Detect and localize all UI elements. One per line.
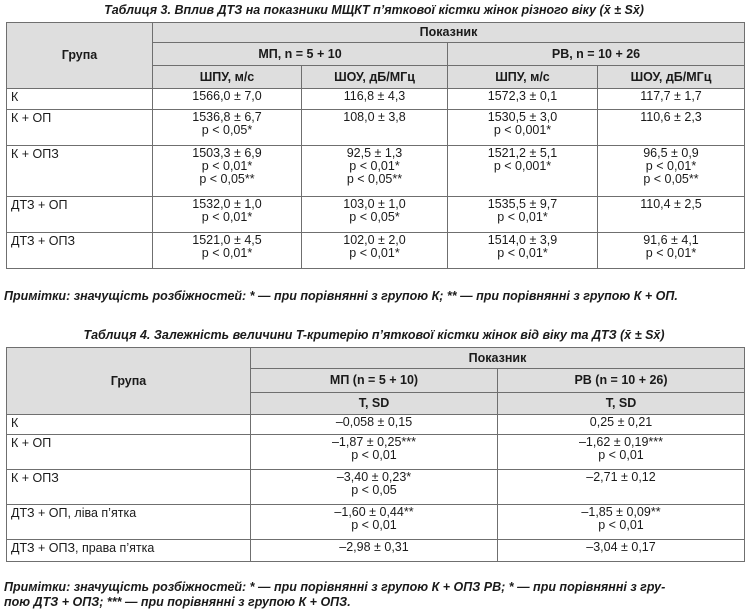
value-cell	[153, 233, 302, 269]
value-line: p < 0,01*	[645, 246, 697, 260]
value-cell	[153, 146, 302, 197]
value-line: p < 0,01*	[349, 246, 400, 260]
value-line: p < 0,001*	[493, 159, 552, 173]
value-line: –2,98 ± 0,31	[339, 540, 409, 554]
value-line: p < 0,05**	[643, 172, 699, 186]
value-line: p < 0,01*	[201, 210, 253, 224]
value-cell	[498, 540, 745, 562]
group-cell: К + ОПЗ	[7, 146, 153, 197]
value-line: –1,60 ± 0,44**	[334, 505, 414, 519]
value-line: –1,85 ± 0,09**	[581, 505, 661, 519]
value-line: p < 0,001*	[493, 123, 552, 137]
value-line: p < 0,01	[598, 448, 644, 462]
value-cell	[302, 89, 448, 110]
group-header: Група	[7, 348, 251, 415]
value-cell	[448, 233, 598, 269]
value-line: 91,6 ± 4,1	[643, 233, 699, 247]
value-line: p < 0,01*	[201, 159, 253, 173]
value-line: 1532,0 ± 1,0	[192, 197, 262, 211]
value-line: p < 0,05	[351, 483, 397, 497]
value-cell	[302, 146, 448, 197]
value-cell	[598, 89, 745, 110]
value-line: p < 0,01*	[645, 159, 697, 173]
value-line: 1521,2 ± 5,1	[487, 146, 558, 160]
value-line: p < 0,01*	[497, 246, 548, 260]
value-cell	[153, 89, 302, 110]
value-cell	[598, 233, 745, 269]
table3-caption: Таблиця 3. Вплив ДТЗ на показники МЩКТ п’яткової кістки жінок різного віку (x̄ ± Sx̄)	[104, 3, 644, 17]
table-row	[7, 89, 745, 110]
value-line: p < 0,01*	[201, 246, 253, 260]
value-cell	[598, 197, 745, 233]
table3-note: Примітки: значущість розбіжностей: * — при порівнянні з групою К; ** — при порівнянні з групою К + ОП.	[4, 289, 678, 303]
value-line: –3,40 ± 0,23*	[336, 470, 412, 484]
value-cell	[498, 470, 745, 505]
value-line: 117,7 ± 1,7	[640, 89, 702, 103]
value-cell	[448, 89, 598, 110]
group-cell: ДТЗ + ОП	[7, 197, 153, 233]
value-cell	[498, 415, 745, 435]
table4-body	[7, 415, 745, 562]
value-line: p < 0,05*	[201, 123, 253, 137]
value-cell	[251, 470, 498, 505]
value-line: 102,0 ± 2,0	[343, 233, 406, 247]
value-line: p < 0,01	[598, 518, 644, 532]
subgroup-header-mp: МП, n = 5 + 10	[153, 43, 448, 66]
table-row	[7, 197, 745, 233]
group-cell: ДТЗ + ОПЗ, права п’ятка	[7, 540, 251, 562]
table-row	[7, 146, 745, 197]
value-line: 96,5 ± 0,9	[643, 146, 699, 160]
subgroup-header-rv: РВ (n = 10 + 26)	[498, 369, 745, 393]
group-cell: К + ОПЗ	[7, 470, 251, 505]
value-line: 108,0 ± 3,8	[343, 110, 406, 124]
value-cell	[302, 197, 448, 233]
subgroup-header-mp: МП (n = 5 + 10)	[251, 369, 498, 393]
column-header: T, SD	[251, 393, 498, 415]
table4-note-line2: пою ДТЗ + ОПЗ; *** — при порівнянні з групою К + ОПЗ.	[4, 595, 351, 609]
subgroup-header-rv: РВ, n = 10 + 26	[448, 43, 745, 66]
value-line: 103,0 ± 1,0	[343, 197, 406, 211]
table-row	[7, 435, 745, 470]
value-cell	[251, 415, 498, 435]
value-line: 1536,8 ± 6,7	[192, 110, 262, 124]
value-line: 1503,3 ± 6,9	[192, 146, 262, 160]
value-line: p < 0,01*	[349, 159, 400, 173]
value-line: p < 0,01	[351, 448, 397, 462]
value-line: p < 0,05**	[199, 172, 255, 186]
group-cell: К + ОП	[7, 110, 153, 146]
value-cell	[598, 146, 745, 197]
column-header: T, SD	[498, 393, 745, 415]
table4-caption: Таблиця 4. Залежність величини T-критерію п’яткової кістки жінок від віку та ДТЗ (x̄ ± Sx̄)	[83, 328, 665, 342]
table4	[6, 347, 745, 562]
table-row	[7, 505, 745, 540]
table-row	[7, 110, 745, 146]
group-header: Група	[7, 23, 153, 89]
table3	[6, 22, 745, 269]
table3-body	[7, 89, 745, 269]
value-line: –3,04 ± 0,17	[586, 540, 656, 554]
value-cell	[598, 110, 745, 146]
value-line: 92,5 ± 1,3	[346, 146, 403, 160]
value-cell	[448, 197, 598, 233]
value-line: 1566,0 ± 7,0	[192, 89, 262, 103]
value-line: 116,8 ± 4,3	[343, 89, 406, 103]
group-cell: К	[7, 415, 251, 435]
value-line: –1,87 ± 0,25***	[331, 435, 416, 449]
value-cell	[251, 435, 498, 470]
column-header: ШОУ, дБ/МГц	[598, 66, 745, 89]
table-row	[7, 540, 745, 562]
table-row	[7, 233, 745, 269]
indicator-header: Показник	[251, 348, 745, 369]
value-line: p < 0,05**	[346, 172, 403, 186]
table-row	[7, 470, 745, 505]
value-line: 110,4 ± 2,5	[640, 197, 702, 211]
value-cell	[251, 505, 498, 540]
value-line: 1514,0 ± 3,9	[487, 233, 558, 247]
indicator-header: Показник	[153, 23, 745, 43]
value-cell	[251, 540, 498, 562]
value-line: p < 0,01*	[497, 210, 548, 224]
value-cell	[498, 435, 745, 470]
value-line: 1572,3 ± 0,1	[487, 89, 558, 103]
value-line: p < 0,01	[351, 518, 397, 532]
column-header: ШОУ, дБ/МГц	[302, 66, 448, 89]
value-cell	[302, 233, 448, 269]
value-cell	[153, 197, 302, 233]
value-cell	[448, 110, 598, 146]
table-row	[7, 415, 745, 435]
value-line: 1535,5 ± 9,7	[487, 197, 558, 211]
group-cell: К + ОП	[7, 435, 251, 470]
value-line: 1521,0 ± 4,5	[192, 233, 262, 247]
group-cell: ДТЗ + ОП, ліва п’ятка	[7, 505, 251, 540]
value-cell	[448, 146, 598, 197]
value-line: –1,62 ± 0,19***	[578, 435, 663, 449]
column-header: ШПУ, м/с	[448, 66, 598, 89]
value-line: –2,71 ± 0,12	[586, 470, 656, 484]
value-line: 1530,5 ± 3,0	[487, 110, 558, 124]
table4-note-line1: Примітки: значущість розбіжностей: * — при порівнянні з групою К + ОПЗ РВ; * — при порівнянні з гру-	[4, 580, 666, 594]
value-cell	[302, 110, 448, 146]
value-line: p < 0,05*	[349, 210, 400, 224]
value-cell	[498, 505, 745, 540]
column-header: ШПУ, м/с	[153, 66, 302, 89]
group-cell: ДТЗ + ОПЗ	[7, 233, 153, 269]
value-line: –0,058 ± 0,15	[335, 415, 413, 429]
value-line: 110,6 ± 2,3	[640, 110, 702, 124]
group-cell: К	[7, 89, 153, 110]
value-cell	[153, 110, 302, 146]
value-line: 0,25 ± 0,21	[589, 415, 653, 429]
